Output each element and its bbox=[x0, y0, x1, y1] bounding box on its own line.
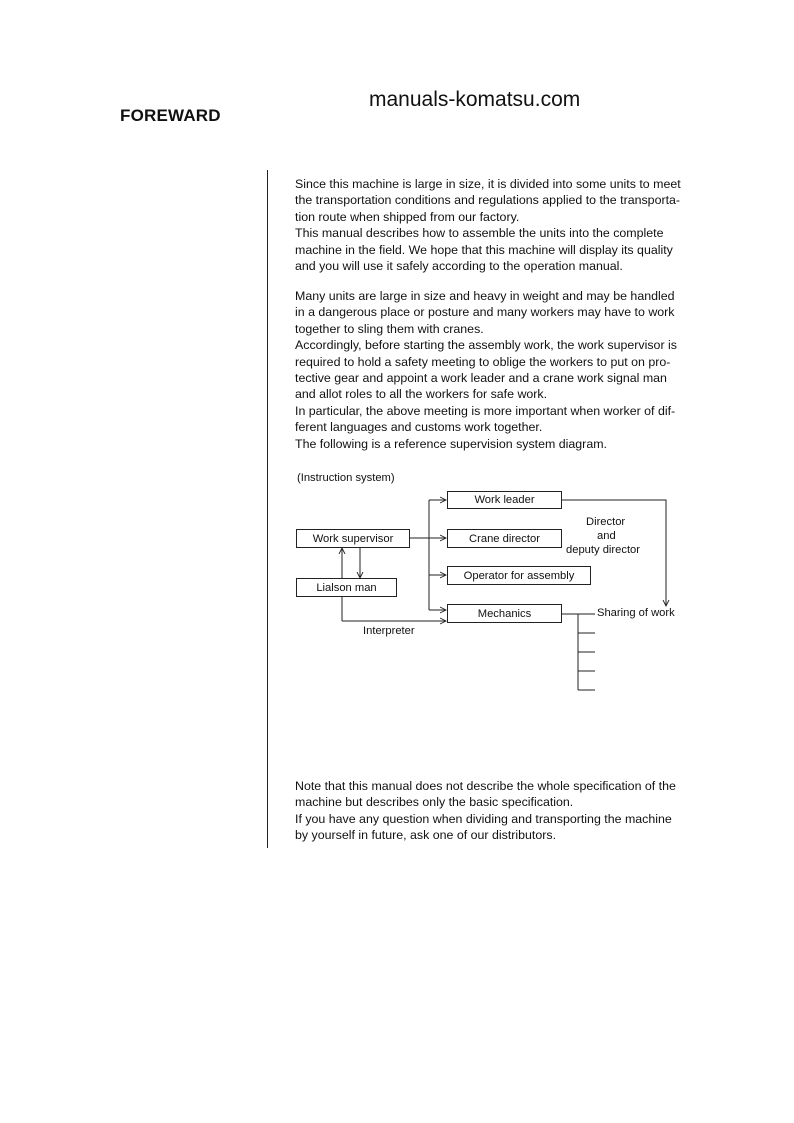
text-line: tective gear and appoint a work leader and a crane work signal man bbox=[295, 371, 667, 386]
text-line: This manual describes how to assemble the units into the complete bbox=[295, 226, 664, 241]
sharing-of-work-label: Sharing of work bbox=[597, 607, 675, 619]
text-line: in a dangerous place or posture and many workers may have to work bbox=[295, 305, 675, 320]
supervision-system-diagram bbox=[290, 470, 700, 700]
mechanics-box: Mechanics bbox=[447, 604, 562, 623]
interpreter-label: Interpreter bbox=[363, 625, 415, 637]
safety-paragraph bbox=[295, 288, 710, 452]
diagram-title: (Instruction system) bbox=[297, 472, 395, 484]
liaison-man-box: Lialson man bbox=[296, 578, 397, 597]
text-line: ferent languages and customs work together. bbox=[295, 420, 543, 435]
intro-paragraph bbox=[295, 176, 710, 274]
work-supervisor-box: Work supervisor bbox=[296, 529, 410, 548]
text-line: Since this machine is large in size, it is divided into some units to meet bbox=[295, 177, 681, 191]
text-line: by yourself in future, ask one of our distributors. bbox=[295, 828, 557, 843]
crane-director-box: Crane director bbox=[447, 529, 562, 548]
text-line: Note that this manual does not describe the whole specification of the bbox=[295, 779, 676, 793]
work-leader-box: Work leader bbox=[447, 491, 562, 509]
text-line: and allot roles to all the workers for safe work. bbox=[295, 387, 548, 402]
director-label-2: and bbox=[597, 530, 616, 542]
text-line: together to sling them with cranes. bbox=[295, 321, 484, 336]
text-line: required to hold a safety meeting to oblige the workers to put on pro- bbox=[295, 354, 671, 369]
text-line: In particular, the above meeting is more important when worker of dif- bbox=[295, 403, 676, 418]
director-label-1: Director bbox=[586, 516, 626, 528]
text-line: The following is a reference supervision system diagram. bbox=[295, 436, 607, 451]
site-watermark: manuals-komatsu.com bbox=[369, 88, 581, 111]
text-line: the transportation conditions and regulations applied to the transporta- bbox=[295, 193, 681, 208]
text-line: If you have any question when dividing and transporting the machine bbox=[295, 811, 672, 826]
margin-rule bbox=[267, 170, 268, 848]
text-line: Accordingly, before starting the assembly work, the work supervisor is bbox=[295, 338, 677, 353]
text-line: Many units are large in size and heavy in weight and may be handled bbox=[295, 289, 675, 303]
operator-for-assembly-box: Operator for assembly bbox=[447, 566, 591, 585]
text-line: and you will use it safely according to the operation manual. bbox=[295, 259, 623, 274]
text-line: machine but describes only the basic specification. bbox=[295, 795, 574, 810]
page-heading: FOREWARD bbox=[120, 106, 221, 125]
text-line: machine in the field. We hope that this machine will display its quality bbox=[295, 242, 673, 257]
director-label-3: deputy director bbox=[566, 544, 641, 556]
note-paragraph bbox=[295, 778, 710, 844]
text-line: tion route when shipped from our factory. bbox=[295, 209, 520, 224]
